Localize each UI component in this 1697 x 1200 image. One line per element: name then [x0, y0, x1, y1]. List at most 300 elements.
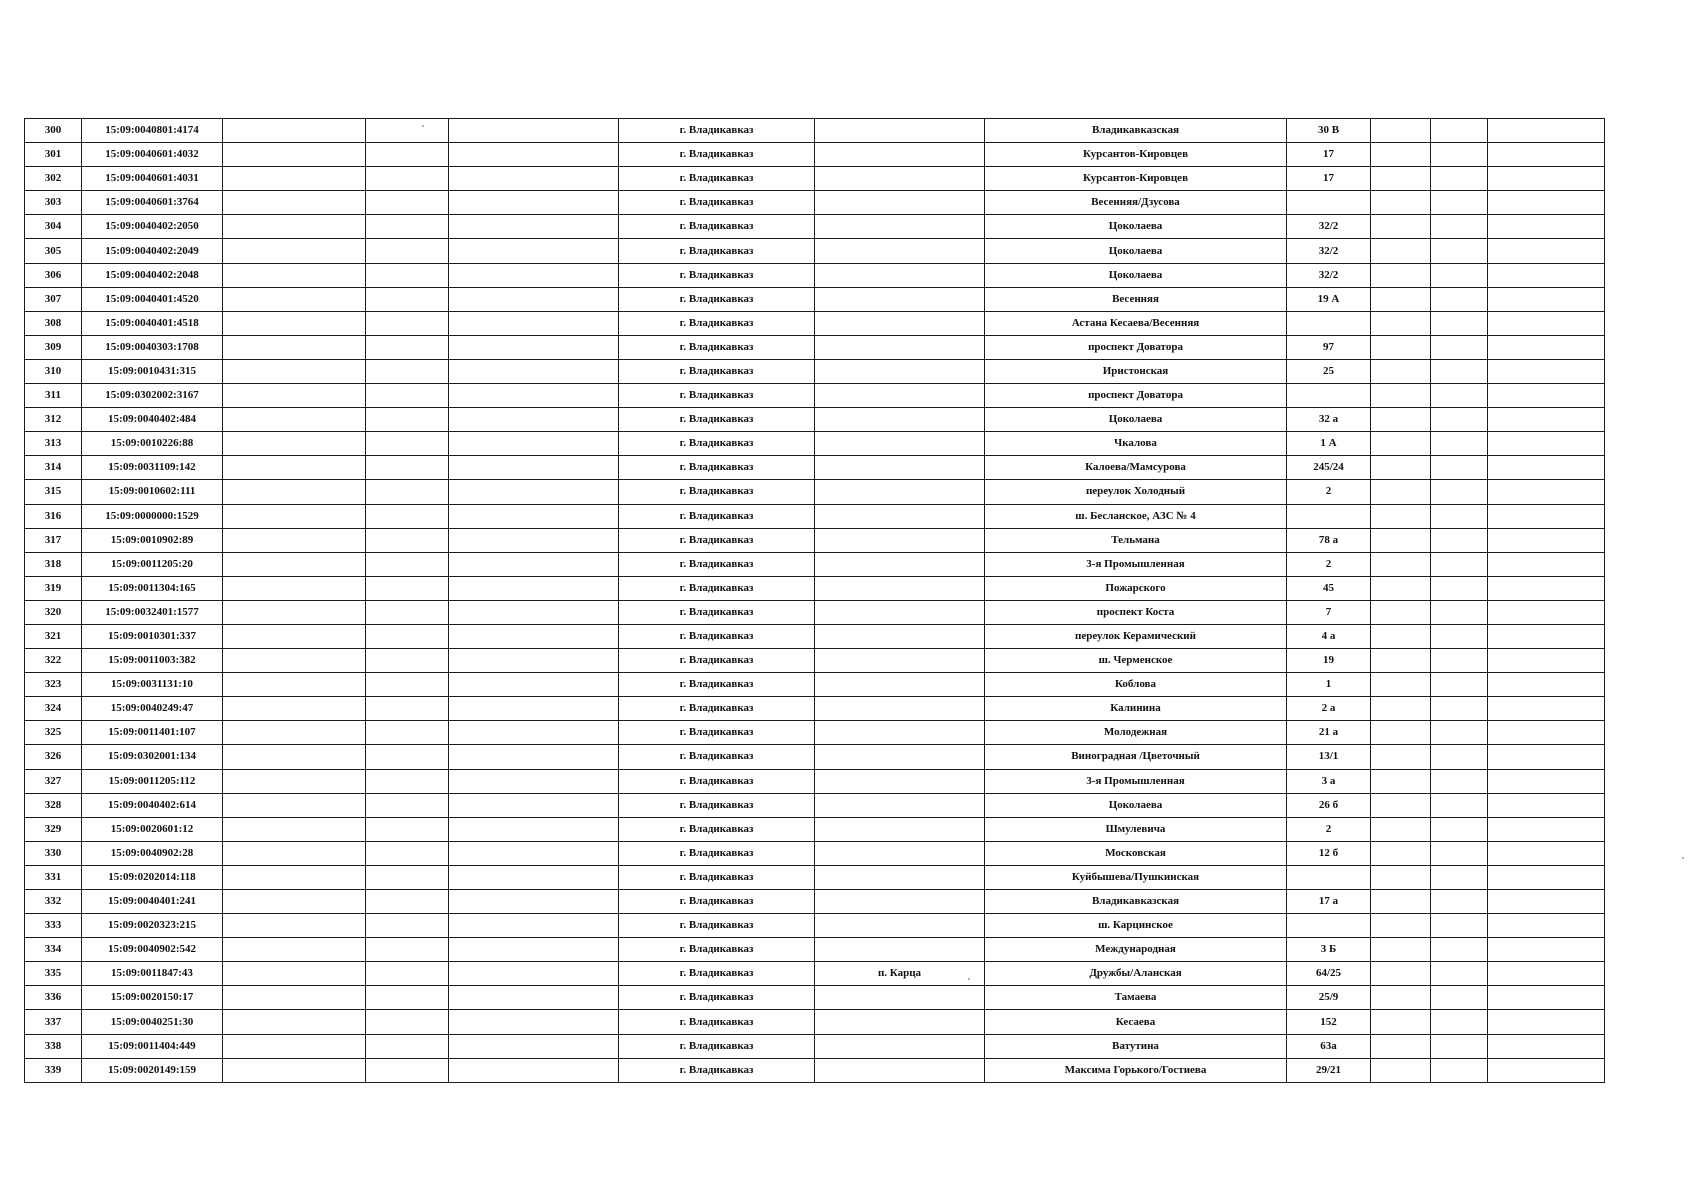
- cell-empty: [449, 408, 619, 432]
- cell-city: г. Владикавказ: [619, 311, 815, 335]
- cell-house-number: 29/21: [1287, 1058, 1371, 1082]
- table-row: [25, 624, 1605, 648]
- cell-empty: [223, 1010, 366, 1034]
- cell-street: Курсантов-Кировцев: [985, 143, 1287, 167]
- cell-empty: [1431, 841, 1488, 865]
- cell-city: г. Владикавказ: [619, 576, 815, 600]
- table-row: [25, 697, 1605, 721]
- cell-cadastral-number: 15:09:0011205:112: [82, 769, 223, 793]
- cell-empty: [1371, 408, 1431, 432]
- cell-city: г. Владикавказ: [619, 528, 815, 552]
- cell-empty: [1371, 793, 1431, 817]
- cell-house-number: 245/24: [1287, 456, 1371, 480]
- cell-row-number: 337: [25, 1010, 82, 1034]
- cell-row-number: 332: [25, 890, 82, 914]
- cell-empty: [223, 793, 366, 817]
- table-row: [25, 890, 1605, 914]
- cell-street: ш. Черменское: [985, 649, 1287, 673]
- cell-empty: [1371, 769, 1431, 793]
- cell-street: Цоколаева: [985, 263, 1287, 287]
- cell-empty: [1488, 624, 1605, 648]
- cell-empty: [366, 841, 449, 865]
- cell-empty: [1431, 432, 1488, 456]
- table-row: [25, 721, 1605, 745]
- cell-row-number: 322: [25, 649, 82, 673]
- cell-empty: [223, 167, 366, 191]
- cell-row-number: 303: [25, 191, 82, 215]
- cell-empty: [1371, 841, 1431, 865]
- cell-empty: [223, 384, 366, 408]
- cell-row-number: 300: [25, 119, 82, 143]
- cell-settlement: [815, 673, 985, 697]
- cell-cadastral-number: 15:09:0040303:1708: [82, 335, 223, 359]
- cell-empty: [223, 119, 366, 143]
- cell-empty: [449, 480, 619, 504]
- cell-empty: [449, 697, 619, 721]
- cell-cadastral-number: 15:09:0040249:47: [82, 697, 223, 721]
- cell-empty: [1431, 962, 1488, 986]
- cell-empty: [366, 624, 449, 648]
- cell-empty: [449, 119, 619, 143]
- cell-empty: [1488, 263, 1605, 287]
- cell-city: г. Владикавказ: [619, 143, 815, 167]
- cell-empty: [1431, 552, 1488, 576]
- cell-settlement: [815, 456, 985, 480]
- cell-settlement: [815, 1010, 985, 1034]
- cell-empty: [366, 865, 449, 889]
- cell-street: Владикавказская: [985, 890, 1287, 914]
- cell-empty: [366, 528, 449, 552]
- cell-empty: [366, 890, 449, 914]
- table-row: [25, 1058, 1605, 1082]
- cell-empty: [223, 962, 366, 986]
- cell-house-number: 17: [1287, 167, 1371, 191]
- cell-city: г. Владикавказ: [619, 600, 815, 624]
- cell-empty: [1488, 817, 1605, 841]
- cell-empty: [1431, 1058, 1488, 1082]
- cell-empty: [223, 359, 366, 383]
- cell-empty: [449, 528, 619, 552]
- cell-city: г. Владикавказ: [619, 793, 815, 817]
- cell-empty: [1488, 359, 1605, 383]
- cell-empty: [1488, 865, 1605, 889]
- cell-empty: [1488, 649, 1605, 673]
- cell-cadastral-number: 15:09:0040601:3764: [82, 191, 223, 215]
- cell-settlement: [815, 1034, 985, 1058]
- cell-cadastral-number: 15:09:0011404:449: [82, 1034, 223, 1058]
- cell-empty: [1371, 480, 1431, 504]
- cell-empty: [449, 624, 619, 648]
- table-row: [25, 841, 1605, 865]
- cell-cadastral-number: 15:09:0040601:4031: [82, 167, 223, 191]
- cell-empty: [366, 1058, 449, 1082]
- cell-empty: [1488, 119, 1605, 143]
- cell-house-number: 17: [1287, 143, 1371, 167]
- cell-house-number: 7: [1287, 600, 1371, 624]
- cell-cadastral-number: 15:09:0011205:20: [82, 552, 223, 576]
- cell-empty: [1488, 1034, 1605, 1058]
- cell-city: г. Владикавказ: [619, 263, 815, 287]
- cell-row-number: 335: [25, 962, 82, 986]
- cell-empty: [1371, 384, 1431, 408]
- cell-empty: [449, 215, 619, 239]
- cell-cadastral-number: 15:09:0040251:30: [82, 1010, 223, 1034]
- cell-empty: [366, 456, 449, 480]
- cell-city: г. Владикавказ: [619, 1010, 815, 1034]
- cell-cadastral-number: 15:09:0031109:142: [82, 456, 223, 480]
- cell-empty: [1371, 504, 1431, 528]
- table-row: [25, 649, 1605, 673]
- cell-empty: [366, 817, 449, 841]
- cell-cadastral-number: 15:09:0040601:4032: [82, 143, 223, 167]
- table-row: [25, 215, 1605, 239]
- cell-row-number: 338: [25, 1034, 82, 1058]
- cell-street: Калоева/Мамсурова: [985, 456, 1287, 480]
- cell-empty: [366, 576, 449, 600]
- cell-row-number: 319: [25, 576, 82, 600]
- cell-city: г. Владикавказ: [619, 962, 815, 986]
- cell-empty: [223, 335, 366, 359]
- cell-city: г. Владикавказ: [619, 890, 815, 914]
- cell-empty: [1371, 1058, 1431, 1082]
- cell-settlement: п. Карца: [815, 962, 985, 986]
- cell-empty: [1431, 119, 1488, 143]
- cell-house-number: 12 б: [1287, 841, 1371, 865]
- cell-empty: [1371, 1010, 1431, 1034]
- cell-settlement: [815, 745, 985, 769]
- cell-cadastral-number: 15:09:0010431:315: [82, 359, 223, 383]
- cell-cadastral-number: 15:09:0010602:111: [82, 480, 223, 504]
- cell-empty: [449, 239, 619, 263]
- cell-empty: [1488, 1010, 1605, 1034]
- cell-empty: [1371, 745, 1431, 769]
- cell-settlement: [815, 552, 985, 576]
- cell-street: Цоколаева: [985, 793, 1287, 817]
- cell-empty: [1488, 938, 1605, 962]
- cell-empty: [1371, 600, 1431, 624]
- cell-street: Цоколаева: [985, 408, 1287, 432]
- cell-city: г. Владикавказ: [619, 1058, 815, 1082]
- cell-empty: [366, 191, 449, 215]
- cell-empty: [366, 552, 449, 576]
- cell-city: г. Владикавказ: [619, 1034, 815, 1058]
- cell-empty: [1488, 167, 1605, 191]
- cell-empty: [1488, 962, 1605, 986]
- cell-cadastral-number: 15:09:0020601:12: [82, 817, 223, 841]
- cell-row-number: 329: [25, 817, 82, 841]
- cell-empty: [223, 408, 366, 432]
- cell-settlement: [815, 1058, 985, 1082]
- cell-empty: [1431, 167, 1488, 191]
- cell-empty: [1488, 432, 1605, 456]
- cell-row-number: 314: [25, 456, 82, 480]
- table-row: [25, 335, 1605, 359]
- cell-row-number: 317: [25, 528, 82, 552]
- cell-street: Коблова: [985, 673, 1287, 697]
- cell-empty: [449, 817, 619, 841]
- cell-house-number: 32/2: [1287, 239, 1371, 263]
- cell-empty: [1431, 817, 1488, 841]
- cell-city: г. Владикавказ: [619, 480, 815, 504]
- cell-street: Ватутина: [985, 1034, 1287, 1058]
- cell-empty: [366, 938, 449, 962]
- table-row: [25, 311, 1605, 335]
- cell-empty: [1488, 793, 1605, 817]
- cell-city: г. Владикавказ: [619, 167, 815, 191]
- cell-empty: [223, 191, 366, 215]
- cell-empty: [223, 938, 366, 962]
- cell-cadastral-number: 15:09:0302001:134: [82, 745, 223, 769]
- cell-empty: [223, 1034, 366, 1058]
- cell-house-number: 30 В: [1287, 119, 1371, 143]
- table-row: [25, 817, 1605, 841]
- cell-empty: [366, 287, 449, 311]
- cell-city: г. Владикавказ: [619, 624, 815, 648]
- cell-empty: [223, 504, 366, 528]
- cell-house-number: 2: [1287, 552, 1371, 576]
- cell-street: проспект Доватора: [985, 384, 1287, 408]
- cell-street: Шмулевича: [985, 817, 1287, 841]
- cell-row-number: 302: [25, 167, 82, 191]
- cell-settlement: [815, 432, 985, 456]
- cell-house-number: [1287, 311, 1371, 335]
- cell-cadastral-number: 15:09:0020323:215: [82, 914, 223, 938]
- cell-city: г. Владикавказ: [619, 239, 815, 263]
- cell-row-number: 318: [25, 552, 82, 576]
- cell-empty: [1488, 576, 1605, 600]
- cell-street: Астана Кесаева/Весенняя: [985, 311, 1287, 335]
- cell-empty: [1431, 721, 1488, 745]
- cell-row-number: 304: [25, 215, 82, 239]
- cell-city: г. Владикавказ: [619, 408, 815, 432]
- cell-settlement: [815, 938, 985, 962]
- cell-empty: [1371, 986, 1431, 1010]
- cell-empty: [223, 817, 366, 841]
- cell-settlement: [815, 143, 985, 167]
- cell-settlement: [815, 119, 985, 143]
- cell-empty: [449, 552, 619, 576]
- cell-street: Виноградная /Цветочный: [985, 745, 1287, 769]
- cell-empty: [1431, 263, 1488, 287]
- cell-house-number: 3 а: [1287, 769, 1371, 793]
- cell-row-number: 339: [25, 1058, 82, 1082]
- cell-settlement: [815, 311, 985, 335]
- cell-empty: [223, 865, 366, 889]
- cell-empty: [449, 865, 619, 889]
- table-row: [25, 914, 1605, 938]
- cell-house-number: 3 Б: [1287, 938, 1371, 962]
- table-row: [25, 408, 1605, 432]
- cell-empty: [1488, 986, 1605, 1010]
- cell-empty: [1431, 359, 1488, 383]
- cell-settlement: [815, 793, 985, 817]
- cell-empty: [449, 359, 619, 383]
- cell-empty: [1371, 697, 1431, 721]
- cell-empty: [1431, 865, 1488, 889]
- cell-settlement: [815, 624, 985, 648]
- cell-empty: [449, 1058, 619, 1082]
- cell-cadastral-number: 15:09:0011401:107: [82, 721, 223, 745]
- cell-house-number: 152: [1287, 1010, 1371, 1034]
- cell-cadastral-number: 15:09:0000000:1529: [82, 504, 223, 528]
- cell-house-number: 78 а: [1287, 528, 1371, 552]
- table-row: [25, 938, 1605, 962]
- cell-city: г. Владикавказ: [619, 649, 815, 673]
- cell-empty: [223, 673, 366, 697]
- cell-empty: [1371, 432, 1431, 456]
- cell-empty: [223, 456, 366, 480]
- cell-cadastral-number: 15:09:0020149:159: [82, 1058, 223, 1082]
- cell-empty: [449, 335, 619, 359]
- cell-empty: [1488, 504, 1605, 528]
- cell-settlement: [815, 576, 985, 600]
- cell-row-number: 333: [25, 914, 82, 938]
- cell-empty: [366, 335, 449, 359]
- cell-street: Московская: [985, 841, 1287, 865]
- cell-empty: [449, 793, 619, 817]
- cell-settlement: [815, 649, 985, 673]
- cell-settlement: [815, 769, 985, 793]
- cell-empty: [366, 769, 449, 793]
- registry-table: [24, 118, 1605, 1083]
- cell-empty: [1431, 335, 1488, 359]
- cell-empty: [366, 745, 449, 769]
- cell-settlement: [815, 408, 985, 432]
- cell-empty: [449, 986, 619, 1010]
- cell-empty: [366, 239, 449, 263]
- cell-empty: [449, 143, 619, 167]
- table-row: [25, 576, 1605, 600]
- cell-row-number: 336: [25, 986, 82, 1010]
- cell-empty: [1371, 528, 1431, 552]
- cell-empty: [1371, 191, 1431, 215]
- cell-empty: [1371, 263, 1431, 287]
- cell-city: г. Владикавказ: [619, 721, 815, 745]
- cell-settlement: [815, 167, 985, 191]
- cell-empty: [366, 793, 449, 817]
- cell-empty: [1371, 962, 1431, 986]
- cell-empty: [366, 1010, 449, 1034]
- cell-house-number: 25: [1287, 359, 1371, 383]
- cell-house-number: 2: [1287, 480, 1371, 504]
- table-row: [25, 456, 1605, 480]
- cell-house-number: [1287, 191, 1371, 215]
- cell-empty: [1371, 335, 1431, 359]
- table-row: [25, 504, 1605, 528]
- cell-cadastral-number: 15:09:0040902:542: [82, 938, 223, 962]
- cell-row-number: 324: [25, 697, 82, 721]
- cell-street: проспект Коста: [985, 600, 1287, 624]
- cell-empty: [366, 215, 449, 239]
- cell-empty: [1431, 745, 1488, 769]
- cell-empty: [1488, 914, 1605, 938]
- cell-city: г. Владикавказ: [619, 552, 815, 576]
- cell-empty: [366, 721, 449, 745]
- cell-empty: [449, 962, 619, 986]
- cell-empty: [449, 914, 619, 938]
- cell-empty: [1431, 890, 1488, 914]
- cell-house-number: 32 а: [1287, 408, 1371, 432]
- cell-empty: [1431, 1010, 1488, 1034]
- table-row: [25, 432, 1605, 456]
- cell-cadastral-number: 15:09:0302002:3167: [82, 384, 223, 408]
- cell-empty: [223, 143, 366, 167]
- cell-street: Цоколаева: [985, 239, 1287, 263]
- cell-cadastral-number: 15:09:0040402:2048: [82, 263, 223, 287]
- cell-street: Дружбы/Аланская: [985, 962, 1287, 986]
- cell-house-number: 97: [1287, 335, 1371, 359]
- cell-empty: [223, 914, 366, 938]
- table-row: [25, 263, 1605, 287]
- cell-house-number: 26 б: [1287, 793, 1371, 817]
- cell-empty: [223, 311, 366, 335]
- cell-empty: [366, 263, 449, 287]
- cell-city: г. Владикавказ: [619, 335, 815, 359]
- cell-empty: [1488, 143, 1605, 167]
- cell-row-number: 323: [25, 673, 82, 697]
- cell-empty: [1371, 311, 1431, 335]
- cell-empty: [1431, 986, 1488, 1010]
- cell-cadastral-number: 15:09:0020150:17: [82, 986, 223, 1010]
- cell-row-number: 316: [25, 504, 82, 528]
- cell-cadastral-number: 15:09:0011847:43: [82, 962, 223, 986]
- cell-house-number: 32/2: [1287, 215, 1371, 239]
- cell-settlement: [815, 191, 985, 215]
- cell-street: Пожарского: [985, 576, 1287, 600]
- cell-empty: [1371, 649, 1431, 673]
- cell-empty: [449, 721, 619, 745]
- cell-city: г. Владикавказ: [619, 359, 815, 383]
- cell-street: 3-я Промышленная: [985, 552, 1287, 576]
- cell-house-number: [1287, 914, 1371, 938]
- cell-empty: [223, 890, 366, 914]
- cell-empty: [223, 263, 366, 287]
- cell-empty: [1488, 841, 1605, 865]
- cell-empty: [1371, 239, 1431, 263]
- cell-empty: [449, 384, 619, 408]
- cell-empty: [449, 769, 619, 793]
- cell-city: г. Владикавказ: [619, 817, 815, 841]
- cell-house-number: 19 А: [1287, 287, 1371, 311]
- cell-cadastral-number: 15:09:0040401:4520: [82, 287, 223, 311]
- cell-empty: [366, 649, 449, 673]
- cell-empty: [449, 649, 619, 673]
- cell-row-number: 309: [25, 335, 82, 359]
- table-row: [25, 143, 1605, 167]
- table-row: [25, 673, 1605, 697]
- cell-house-number: [1287, 384, 1371, 408]
- cell-empty: [1488, 528, 1605, 552]
- cell-street: 3-я Промышленная: [985, 769, 1287, 793]
- cell-empty: [366, 143, 449, 167]
- table-row: [25, 191, 1605, 215]
- cell-city: г. Владикавказ: [619, 287, 815, 311]
- cell-street: ш. Карцинское: [985, 914, 1287, 938]
- cell-empty: [1488, 721, 1605, 745]
- cell-empty: [449, 673, 619, 697]
- cell-house-number: 45: [1287, 576, 1371, 600]
- cell-street: Иристонская: [985, 359, 1287, 383]
- cell-row-number: 308: [25, 311, 82, 335]
- cell-settlement: [815, 263, 985, 287]
- cell-row-number: 321: [25, 624, 82, 648]
- cell-empty: [449, 263, 619, 287]
- cell-empty: [1488, 600, 1605, 624]
- cell-empty: [449, 841, 619, 865]
- cell-settlement: [815, 215, 985, 239]
- cell-settlement: [815, 480, 985, 504]
- cell-street: Кесаева: [985, 1010, 1287, 1034]
